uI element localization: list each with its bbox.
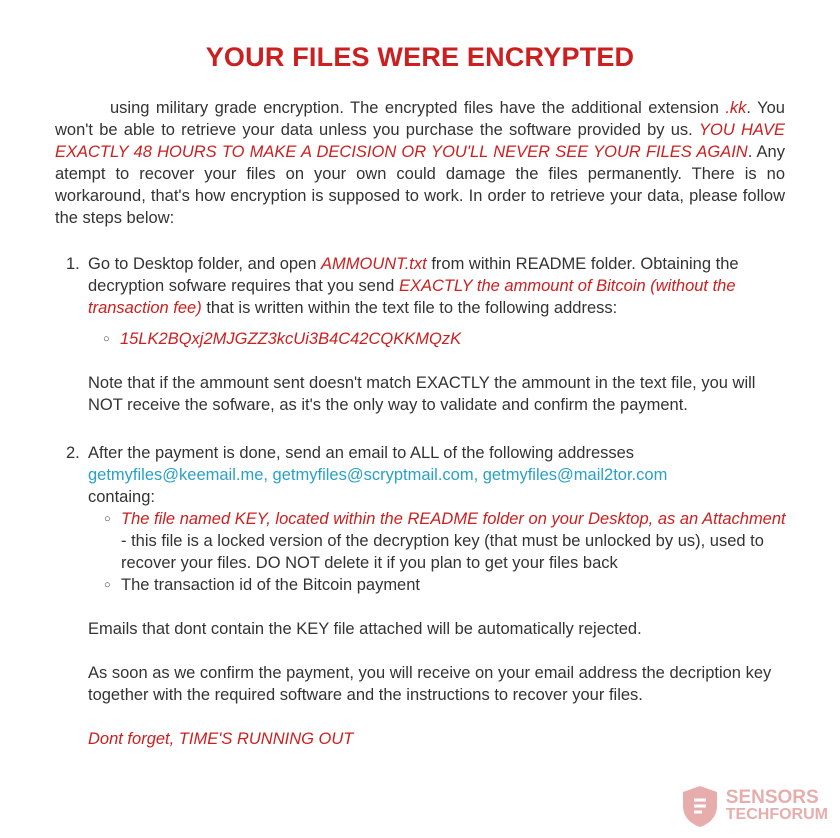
intro-text-1: using military grade encryption. The encrypted files have the additional extension: [110, 99, 719, 117]
step-1-text-c: that is written within the text file to the following address:: [206, 299, 618, 317]
key-file-text: The file named KEY, located within the README folder on your Desktop, as an Attachment: [121, 510, 786, 528]
intro-paragraph: [55, 97, 785, 229]
confirmation-note: As soon as we confirm the payment, you will receive on your email address the decription key together with the required software and the instructions to recover your files.: [88, 664, 772, 704]
email-addresses: getmyfiles@keemail.me, getmyfiles@scryptmail.com, getmyfiles@mail2tor.com: [88, 466, 668, 484]
key-file-item: [88, 508, 786, 574]
watermark-line-2: TECHFORUM: [725, 806, 828, 823]
step-2-number: 2.: [66, 444, 80, 462]
exact-amount-text: EXACTLY the ammount of Bitcoin (without the transaction fee): [88, 277, 736, 317]
key-file-description: - this file is a locked version of the decryption key (that must be unlocked by us), used to recover your files. DO NOT delete it if you plan to get your files back: [121, 532, 764, 572]
bitcoin-address-item: [87, 328, 786, 350]
ammount-filename: AMMOUNT.txt: [321, 255, 427, 273]
circle-bullet-icon: ○: [104, 513, 111, 525]
step-1-number: 1.: [66, 255, 80, 273]
extension-text: .kk: [725, 99, 747, 117]
circle-bullet-icon: ○: [104, 579, 111, 591]
intro-text-3: . Any atempt to recover your files on your own could damage the files permanently. There is no workaround, that's how encryption is supposed to work. In order to retrieve your data, please follow the steps below:: [55, 143, 785, 227]
step-2: [66, 442, 786, 750]
steps-list: [66, 253, 786, 750]
watermark: [680, 784, 828, 828]
step-1-note: Note that if the ammount sent doesn't match EXACTLY the ammount in the text file, you will NOT receive the sofware, as it's the only way to validate and confirm the payment.: [88, 374, 756, 414]
bitcoin-address: 15LK2BQxj2MJGZZ3kcUi3B4C42CQKKMQzK: [120, 330, 462, 348]
circle-bullet-icon: ○: [103, 333, 110, 345]
final-warning: Dont forget, TIME'S RUNNING OUT: [88, 730, 354, 748]
step-1-text-b: from within README folder. Obtaining the decryption sofware requires that you send: [88, 255, 739, 295]
step-2-text-a: After the payment is done, send an email to ALL of the following addresses: [88, 444, 635, 462]
shield-logo-icon: [680, 784, 720, 828]
step-1-text-a: Go to Desktop folder, and open: [88, 255, 317, 273]
watermark-line-1: SENSORS: [725, 787, 819, 808]
rejection-note: Emails that dont contain the KEY file attached will be automatically rejected.: [88, 620, 642, 638]
page-title: YOUR FILES WERE ENCRYPTED: [205, 42, 635, 72]
step-2-text: [88, 442, 786, 508]
step-1-text: [88, 253, 786, 319]
intro-text-2: . You won't be able to retrieve your data unless you purchase the software provided by us.: [55, 99, 785, 139]
step-1: [66, 253, 786, 416]
transaction-id-item: [88, 574, 786, 596]
step-2-text-b: containg:: [88, 488, 155, 506]
transaction-id-text: The transaction id of the Bitcoin payment: [121, 576, 420, 594]
deadline-warning: YOU HAVE EXACTLY 48 HOURS TO MAKE A DECISION OR YOU'LL NEVER SEE YOUR FILES AGAIN: [55, 121, 785, 161]
